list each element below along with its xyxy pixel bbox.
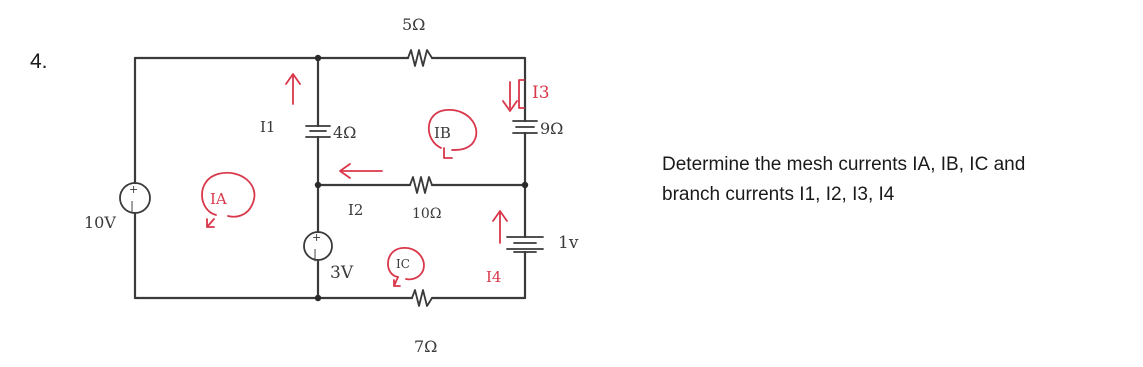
- resistor-middle: [410, 177, 441, 222]
- svg-text:+: +: [129, 183, 139, 196]
- mesh-current-ic: [388, 248, 424, 286]
- branch-current-i1-label: I1: [260, 118, 276, 136]
- problem-number: 4.: [30, 50, 48, 73]
- resistor-bottom: [412, 290, 437, 356]
- mesh-current-ib: [429, 110, 477, 158]
- element-4-ohm-label: 4Ω: [333, 123, 357, 142]
- mesh-current-ia-label: IA: [210, 190, 227, 208]
- battery-1v: [507, 233, 579, 253]
- problem-text-line-1: Determine the mesh currents IA, IB, IC and: [662, 154, 1026, 175]
- junction-top-mid: [315, 55, 321, 61]
- branch-current-i4: [486, 211, 507, 286]
- branch-current-i4-label: I4: [486, 268, 502, 286]
- branch-current-i2: [340, 164, 382, 219]
- branch-current-i2-label: I2: [348, 201, 364, 219]
- mesh-current-ia: [202, 173, 254, 227]
- svg-text:|: |: [313, 247, 318, 261]
- branch-current-i3: [503, 80, 550, 111]
- mesh-current-ic-label: IC: [396, 257, 410, 271]
- element-9-ohm: [513, 119, 563, 138]
- junction-bottom-mid: [315, 295, 321, 301]
- voltage-source-3v: [304, 231, 354, 283]
- voltage-source-3v-label: 3V: [330, 263, 354, 283]
- element-4-ohm: [306, 123, 356, 142]
- battery-1v-label: 1v: [558, 233, 579, 253]
- mesh-current-ib-label: IB: [434, 124, 451, 142]
- junction-mid-left: [315, 182, 321, 188]
- junction-mid-right: [522, 182, 528, 188]
- problem-text-line-2: branch currents I1, I2, I3, I4: [662, 184, 895, 205]
- branch-current-i3-label: I3: [532, 83, 550, 103]
- voltage-source-10v-label: 10V: [84, 213, 116, 232]
- resistor-middle-label: 10Ω: [412, 206, 442, 222]
- element-9-ohm-label: 9Ω: [540, 119, 564, 138]
- voltage-source-10v: [84, 183, 150, 232]
- svg-text:|: |: [130, 199, 135, 213]
- resistor-top-label: 5Ω: [402, 15, 426, 34]
- branch-current-i1: [260, 74, 300, 136]
- resistor-bottom-label: 7Ω: [414, 337, 438, 356]
- circuit-wires: [135, 58, 525, 298]
- svg-text:+: +: [312, 231, 322, 244]
- problem-statement: [662, 150, 1132, 210]
